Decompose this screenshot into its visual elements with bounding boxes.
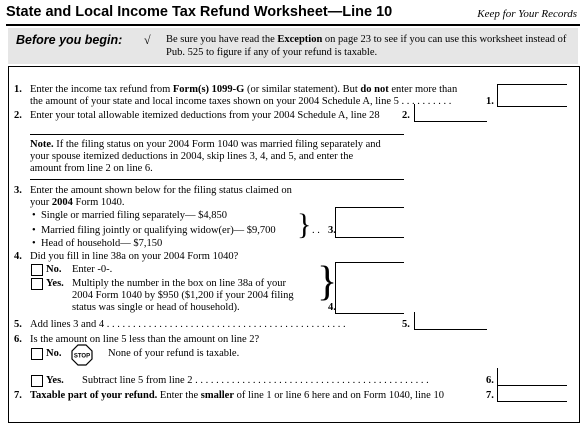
- line2-number: 2.: [14, 110, 22, 121]
- before-label: Before you begin:: [16, 33, 123, 47]
- line6-yes-text: Subtract line 5 from line 2 . . . . . . . . . . . . . . . . . . . . . . . . . . . . . . . . . . . . . . . . . . . . .: [82, 375, 429, 386]
- line4-yes-label: Yes.: [46, 278, 64, 289]
- title-rule: [6, 24, 580, 26]
- note-line3: amount from line 2 on line 6.: [30, 163, 153, 174]
- line4-number: 4.: [14, 251, 22, 262]
- line6-yes-checkbox[interactable]: [31, 375, 43, 387]
- stop-sign-text: STOP: [73, 353, 91, 360]
- line7-text-post: of line 1 or line 6 here and on Form 1040, line 10: [234, 390, 444, 401]
- line1-ref: 1.: [486, 96, 494, 107]
- line4-yes-text-1: Multiply the number in the box on line 38a of your: [72, 278, 287, 289]
- line3-text-b: [30, 197, 125, 210]
- line7-number: 7.: [14, 390, 22, 401]
- line3-text-a: Enter the amount shown below for the filing status claimed on: [30, 185, 292, 196]
- line6-text: Is the amount on line 5 less than the amount on line 2?: [30, 334, 260, 345]
- line3-option-joint: • Married filing jointly or qualifying widow(er)— $9,700: [32, 225, 276, 236]
- before-text: [166, 33, 576, 59]
- line2-ref: 2.: [402, 110, 410, 121]
- before-you-begin-panel: [8, 28, 578, 64]
- line3-option-single-text: Single or married filing separately— $4,850: [40, 210, 227, 221]
- line6-number: 6.: [14, 334, 22, 345]
- line4-yes-checkbox[interactable]: [31, 278, 43, 290]
- line7-text-mid: Enter the: [157, 390, 201, 401]
- line7-text: [30, 390, 444, 403]
- line6-yes-label: Yes.: [46, 375, 64, 386]
- check-icon: √: [144, 33, 151, 47]
- line4-brace: }: [317, 259, 338, 305]
- line3-option-single: • Single or married filing separately— $4,850: [32, 210, 227, 221]
- line4-amount-field[interactable]: [335, 262, 404, 314]
- line7-text-bold: Taxable part of your refund.: [30, 390, 158, 401]
- line6-no-text: None of your refund is taxable.: [108, 348, 240, 359]
- line3-amount-field[interactable]: [335, 207, 404, 238]
- line6-no-label: No.: [46, 348, 62, 359]
- stop-sign-icon: [71, 344, 93, 366]
- line3-ref: 3.: [328, 225, 336, 236]
- line1-text-a-pre: Enter the income tax refund from: [30, 84, 173, 95]
- keep-note: Keep for Your Records: [477, 8, 577, 20]
- page-title: State and Local Income Tax Refund Worksheet—Line 10: [6, 4, 393, 20]
- line1-text-a: [30, 84, 457, 97]
- line1-amount-field[interactable]: [497, 84, 567, 107]
- line5-text: Add lines 3 and 4 . . . . . . . . . . . . . . . . . . . . . . . . . . . . . . . . . . . . . . . . . . . . . .: [30, 319, 346, 330]
- line5-number: 5.: [14, 319, 22, 330]
- line4-text: Did you fill in line 38a on your 2004 Form 1040?: [30, 251, 239, 262]
- line3-text-b-post: Form 1040.: [72, 197, 125, 208]
- line7-text-bold2: smaller: [200, 390, 234, 401]
- note-bold: Note.: [30, 139, 54, 150]
- line1-text-a-bold2: do not: [360, 84, 389, 95]
- line6-ref: 6.: [486, 375, 494, 386]
- line1-text-a-post2: enter more than: [388, 84, 458, 95]
- note-rule-bottom: [30, 179, 404, 180]
- line3-option-hoh: • Head of household— $7,150: [32, 238, 163, 249]
- line5-amount-field[interactable]: [414, 312, 487, 330]
- line3-number: 3.: [14, 185, 22, 196]
- line4-no-text: Enter -0-.: [72, 264, 113, 275]
- line3-dots: . .: [312, 225, 320, 236]
- line2-amount-field[interactable]: [414, 104, 487, 122]
- line4-ref: 4.: [328, 302, 336, 313]
- before-text-content: Be sure you have read the Exception on page 23 to see if you can use this worksheet instead of Pub. 525 to figure if any of your refund is taxable.: [166, 34, 567, 58]
- line5-ref: 5.: [402, 319, 410, 330]
- line2-text: Enter your total allowable itemized deductions from your 2004 Schedule A, line 28: [30, 110, 380, 121]
- line7-ref: 7.: [486, 390, 494, 401]
- line4-yes-text-2: 2004 Form 1040 by $950 ($1,200 if your 2004 filing: [72, 290, 294, 301]
- note-line2: your spouse itemized deductions in 2004, skip lines 3, 4, and 5, and enter the: [30, 151, 354, 162]
- note-line1: [30, 139, 381, 152]
- line7-amount-field[interactable]: [497, 384, 567, 402]
- note-rule-top: [30, 134, 404, 135]
- line1-text-a-post: (or similar statement). But: [244, 84, 361, 95]
- line1-text-a-bold: Form(s) 1099-G: [172, 84, 245, 95]
- line1-text-b: the amount of your state and local income taxes shown on your 2004 Schedule A, line 5 . . . . . . . . . .: [30, 96, 452, 107]
- line1-number: 1.: [14, 84, 22, 95]
- line6-no-checkbox[interactable]: [31, 348, 43, 360]
- line4-no-checkbox[interactable]: [31, 264, 43, 276]
- line3-brace: }: [297, 208, 312, 241]
- line3-option-hoh-text: Head of household— $7,150: [40, 238, 163, 249]
- note-text-1: If the filing status on your 2004 Form 1040 was married filing separately and: [53, 139, 381, 150]
- line3-text-b-pre: your: [30, 197, 52, 208]
- exception-keyword: Exception: [277, 34, 323, 45]
- line3-text-b-bold: 2004: [51, 197, 73, 208]
- section-rule: [8, 66, 580, 67]
- line3-option-joint-text: Married filing jointly or qualifying widow(er)— $9,700: [40, 225, 276, 236]
- line4-yes-text-3: status was single or head of household).: [72, 302, 240, 313]
- line4-no-label: No.: [46, 264, 62, 275]
